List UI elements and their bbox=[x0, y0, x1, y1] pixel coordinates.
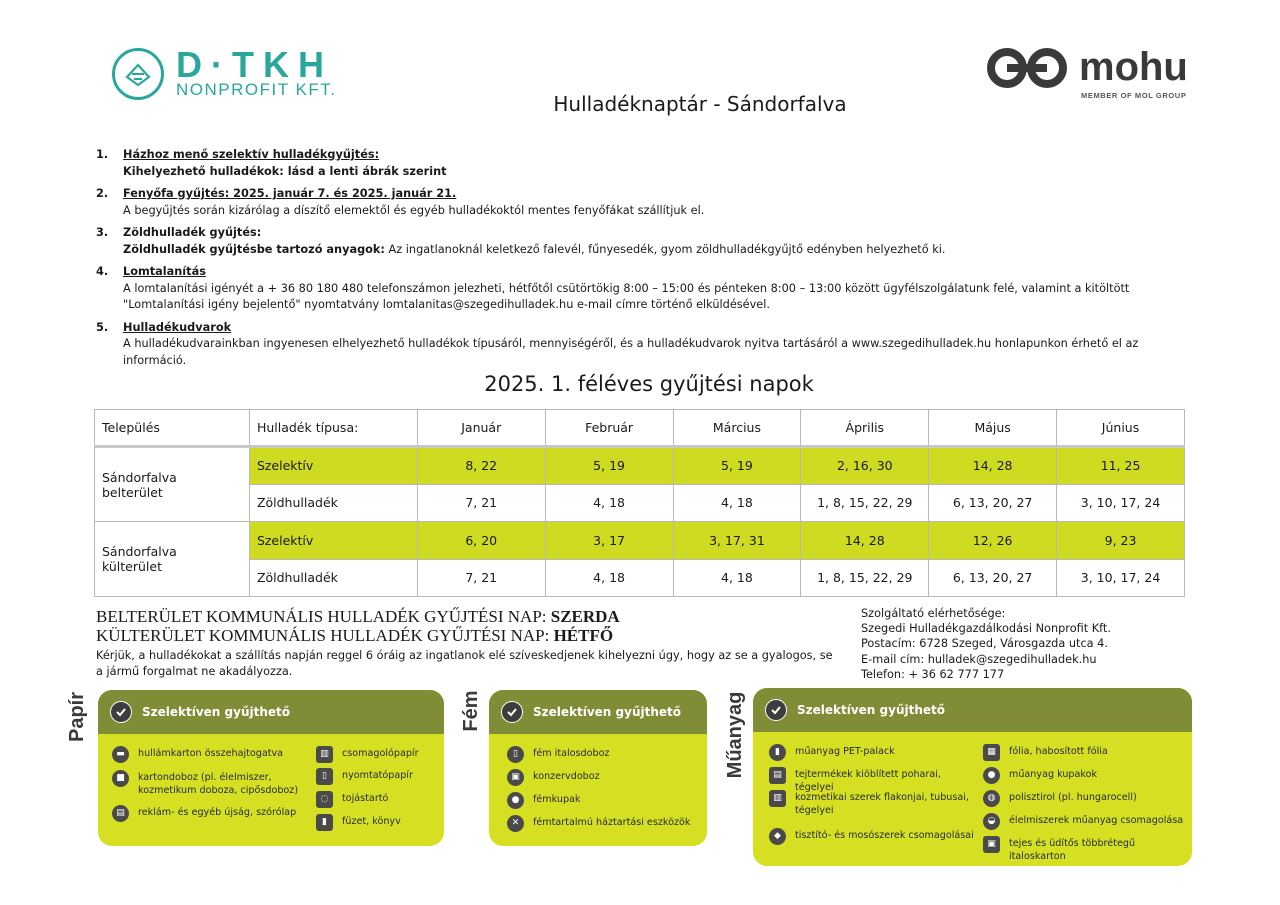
settlement-cell: Sándorfalva belterület bbox=[95, 447, 250, 522]
day-cell: 5, 19 bbox=[673, 447, 801, 485]
day-cell: 9, 23 bbox=[1057, 522, 1185, 560]
item-label: kartondoboz (pl. élelmiszer, kozmetikum doboza, cipősdoboz) bbox=[138, 772, 299, 796]
food-packaging-icon: ◒ bbox=[983, 813, 1000, 830]
day-cell: 12, 26 bbox=[929, 522, 1057, 560]
check-icon bbox=[110, 701, 132, 723]
list-item bbox=[507, 748, 703, 763]
day-cell: 3, 10, 17, 24 bbox=[1057, 559, 1185, 597]
placement-note: Kérjük, a hulladékokat a szállítás napján reggel 6 óráig az ingatlanok elé szíveskedjenek kihelyezni úgy, hogy az se a gyalogos, se a jármű forgalmat ne akadályozza. bbox=[96, 649, 833, 678]
day-cell: 7, 21 bbox=[417, 484, 545, 522]
muanyag-header-text: Szelektíven gyűjthető bbox=[797, 703, 945, 717]
day-cell: 6, 13, 20, 27 bbox=[929, 484, 1057, 522]
header-cell: Március bbox=[673, 410, 801, 447]
fem-label: Fém bbox=[460, 690, 482, 732]
list-item bbox=[316, 770, 441, 785]
item-number: 4. bbox=[96, 265, 109, 278]
list-item bbox=[316, 748, 441, 763]
tin-can-icon: ▣ bbox=[507, 769, 524, 786]
item-label: hullámkarton összehajtogatva bbox=[138, 748, 284, 759]
item-bold-line: Kihelyezhető hulladékok: lásd a lenti ábrák szerint bbox=[123, 164, 447, 178]
kulterulet-label: KÜLTERÜLET KOMMUNÁLIS HULLADÉK GYŰJTÉSI NAP: bbox=[96, 626, 554, 645]
list-item bbox=[96, 186, 1186, 219]
day-cell: 4, 18 bbox=[545, 484, 673, 522]
item-label: csomagolópapír bbox=[342, 748, 419, 759]
list-item bbox=[507, 771, 703, 786]
foil-icon: ▦ bbox=[983, 744, 1000, 761]
day-cell: 3, 17 bbox=[545, 522, 673, 560]
contact-phone: Telefon: + 36 62 777 177 bbox=[861, 667, 1005, 681]
day-cell: 11, 25 bbox=[1057, 447, 1185, 485]
item-label: fém italosdoboz bbox=[533, 748, 610, 759]
list-item bbox=[112, 748, 302, 763]
semester-title: 2025. 1. féléves gyűjtési napok bbox=[484, 372, 814, 396]
day-cell: 6, 20 bbox=[417, 522, 545, 560]
item-label: tejes és üdítős többrétegű italoskarton bbox=[1009, 838, 1136, 862]
contact-email: E-mail cím: hulladek@szegedihulladek.hu bbox=[861, 652, 1097, 666]
day-cell: 14, 28 bbox=[801, 522, 929, 560]
page-title: Hulladéknaptár - Sándorfalva bbox=[553, 92, 847, 116]
check-icon bbox=[501, 701, 523, 723]
item-label: füzet, könyv bbox=[342, 816, 401, 827]
item-label: fémtartalmú háztartási eszközök bbox=[533, 817, 691, 828]
papir-panel bbox=[98, 690, 444, 846]
contact-label: Szolgáltató elérhetősége: bbox=[861, 607, 1006, 620]
list-item bbox=[983, 792, 1188, 807]
header-cell: Január bbox=[417, 410, 545, 447]
list-item bbox=[112, 807, 312, 822]
header-cell: Május bbox=[929, 410, 1057, 447]
header-cell: Település bbox=[95, 410, 250, 447]
header-cell: Február bbox=[545, 410, 673, 447]
item-number: 3. bbox=[96, 226, 109, 239]
item-label: tojástartó bbox=[342, 793, 389, 804]
day-cell: 4, 18 bbox=[673, 559, 801, 597]
belterulet-day: SZERDA bbox=[550, 607, 620, 626]
item-heading: Fenyőfa gyűjtés: 2025. január 7. és 2025. január 21. bbox=[123, 187, 457, 200]
table-row bbox=[95, 522, 1185, 560]
cardboard-box-icon: ■ bbox=[112, 770, 129, 787]
day-cell: 3, 10, 17, 24 bbox=[1057, 484, 1185, 522]
day-cell: 7, 21 bbox=[417, 559, 545, 597]
pet-bottle-icon: ▮ bbox=[769, 744, 786, 761]
dtkh-logo-subtext: NONPROFIT KFT. bbox=[176, 80, 337, 99]
list-item bbox=[96, 225, 1186, 258]
item-label: nyomtatópapír bbox=[342, 770, 413, 781]
check-icon bbox=[765, 699, 787, 721]
dtkh-logo-text: D·TKH bbox=[176, 44, 333, 85]
mohu-owl-icon bbox=[985, 46, 1075, 92]
list-item bbox=[96, 320, 1186, 370]
list-item bbox=[96, 147, 1186, 180]
day-cell: 4, 18 bbox=[673, 484, 801, 522]
list-item bbox=[983, 815, 1188, 830]
item-label: fémkupak bbox=[533, 794, 581, 805]
item-heading: Hulladékudvarok bbox=[123, 320, 232, 334]
item-text: A hulladékudvarainkban ingyenesen elhelyezhető hulladékok típusáról, mennyiségéről, és a hulladékudvarok nyitva tartásáról a www.szegedihulladek.hu honlapunkon érhető el az információ. bbox=[123, 337, 1139, 367]
muanyag-header bbox=[753, 688, 1192, 732]
type-cell: Zöldhulladék bbox=[249, 484, 417, 522]
corrugated-cardboard-icon: ▬ bbox=[112, 746, 129, 763]
muanyag-panel bbox=[753, 688, 1192, 866]
drink-carton-icon: ▣ bbox=[983, 836, 1000, 853]
item-label: reklám- és egyéb újság, szórólap bbox=[138, 807, 297, 818]
day-cell: 8, 22 bbox=[417, 447, 545, 485]
papir-label: Papír bbox=[66, 691, 88, 743]
item-number: 2. bbox=[96, 187, 109, 200]
item-label: konzervdoboz bbox=[533, 771, 600, 782]
contact-company: Szegedi Hulladékgazdálkodási Nonprofit Kft. bbox=[861, 622, 1111, 636]
type-cell: Szelektív bbox=[249, 522, 417, 560]
table-row bbox=[95, 447, 1185, 485]
item-heading: Lomtalanítás bbox=[123, 265, 206, 278]
list-item bbox=[983, 746, 1188, 761]
drink-can-icon: ▯ bbox=[507, 746, 524, 763]
item-label: tisztító- és mosószerek csomagolásai bbox=[795, 830, 974, 841]
yogurt-cup-icon: ▤ bbox=[769, 767, 786, 784]
belterulet-label: BELTERÜLET KOMMUNÁLIS HULLADÉK GYŰJTÉSI NAP: bbox=[96, 607, 551, 626]
list-item bbox=[769, 746, 969, 761]
metal-cap-icon: ● bbox=[507, 792, 524, 809]
day-cell: 14, 28 bbox=[929, 447, 1057, 485]
item-label: kozmetikai szerek flakonjai, tubusai, tégelyei bbox=[795, 792, 969, 816]
day-cell: 5, 19 bbox=[545, 447, 673, 485]
contact-postal: Postacím: 6728 Szeged, Városgazda utca 4. bbox=[861, 637, 1108, 651]
contact-block bbox=[861, 606, 1181, 682]
item-label: műanyag kupakok bbox=[1009, 769, 1098, 780]
day-cell: 4, 18 bbox=[545, 559, 673, 597]
list-item bbox=[983, 838, 1188, 863]
list-item bbox=[316, 816, 441, 831]
item-label: műanyag PET-palack bbox=[795, 746, 895, 757]
list-item bbox=[769, 830, 979, 845]
item-bold-prefix: Zöldhulladék gyűjtésbe tartozó anyagok: bbox=[123, 242, 385, 256]
papir-header-text: Szelektíven gyűjthető bbox=[142, 705, 290, 719]
day-cell: 6, 13, 20, 27 bbox=[929, 559, 1057, 597]
schedule-table bbox=[94, 409, 1185, 597]
item-text: Az ingatlanoknál keletkező falevél, fűnyesedék, gyom zöldhulladékgyűjtő edényben helyezhető ki. bbox=[384, 242, 946, 256]
day-cell: 1, 8, 15, 22, 29 bbox=[801, 484, 929, 522]
list-item bbox=[112, 772, 312, 797]
day-cell: 2, 16, 30 bbox=[801, 447, 929, 485]
item-label: tejtermékek kiöblített poharai, tégelyei bbox=[795, 769, 941, 793]
list-item bbox=[983, 769, 1188, 784]
list-item bbox=[316, 793, 441, 808]
fem-header bbox=[489, 690, 707, 734]
item-number: 1. bbox=[96, 148, 109, 161]
detergent-bottle-icon: ◆ bbox=[769, 828, 786, 845]
type-cell: Zöldhulladék bbox=[249, 559, 417, 597]
kommunalis-days bbox=[96, 607, 856, 645]
list-item bbox=[507, 794, 703, 809]
muanyag-label: Műanyag bbox=[724, 691, 746, 779]
egg-carton-icon: ◌ bbox=[316, 791, 333, 808]
settlement-cell: Sándorfalva külterület bbox=[95, 522, 250, 597]
papir-header bbox=[98, 690, 444, 734]
kulterulet-day: HÉTFŐ bbox=[553, 626, 614, 645]
day-cell: 3, 17, 31 bbox=[673, 522, 801, 560]
item-text: A begyűjtés során kizárólag a díszítő elemektől és egyéb hulladékoktól mentes fenyőfákat szállítjuk el. bbox=[123, 203, 705, 217]
item-heading: Házhoz menő szelektív hulladékgyűjtés: bbox=[123, 148, 380, 161]
header-cell: Június bbox=[1057, 410, 1185, 447]
wrapping-paper-icon: ▥ bbox=[316, 746, 333, 763]
list-item bbox=[769, 769, 979, 794]
mohu-logo-tag: MEMBER OF MOL GROUP bbox=[1081, 91, 1187, 100]
newspaper-icon: ▤ bbox=[112, 805, 129, 822]
polystyrene-icon: ◍ bbox=[983, 790, 1000, 807]
list-item bbox=[96, 264, 1186, 314]
item-heading: Zöldhulladék gyűjtés: bbox=[123, 226, 262, 239]
mohu-logo-text: mohu bbox=[1079, 45, 1188, 89]
item-label: fólia, habosított fólia bbox=[1009, 746, 1108, 757]
kitchen-tools-icon: ✕ bbox=[507, 815, 524, 832]
list-item bbox=[507, 817, 703, 832]
item-label: polisztirol (pl. hungarocell) bbox=[1009, 792, 1137, 803]
item-label: élelmiszerek műanyag csomagolása bbox=[1009, 815, 1184, 826]
type-cell: Szelektív bbox=[249, 447, 417, 485]
info-list bbox=[96, 147, 1186, 375]
table-header-row bbox=[95, 410, 1185, 447]
header-cell: Április bbox=[801, 410, 929, 447]
list-item bbox=[769, 792, 969, 817]
day-cell: 1, 8, 15, 22, 29 bbox=[801, 559, 929, 597]
table-row bbox=[95, 484, 1185, 522]
book-icon: ▮ bbox=[316, 814, 333, 831]
item-number: 5. bbox=[96, 320, 109, 334]
fem-panel bbox=[489, 690, 707, 846]
printer-paper-icon: ▯ bbox=[316, 768, 333, 785]
plastic-cap-icon: ● bbox=[983, 767, 1000, 784]
table-row bbox=[95, 559, 1185, 597]
header-cell: Hulladék típusa: bbox=[249, 410, 417, 447]
item-text: A lomtalanítási igényét a + 36 80 180 480 telefonszámon jelezheti, hétfőtől csütörtökig 8:00 – 15:00 és pénteken 8:00 – 13:00 között ügyfélszolgálatunk felé, valamint a kitöltött "Lomtalanítási igény bejelentő" nyomtatvány lomtalanitas@szegedihulladek.hu e-mail címre történő elküldésével. bbox=[123, 281, 1130, 311]
cosmetic-bottle-icon: ▥ bbox=[769, 790, 786, 807]
fem-header-text: Szelektíven gyűjthető bbox=[533, 705, 681, 719]
